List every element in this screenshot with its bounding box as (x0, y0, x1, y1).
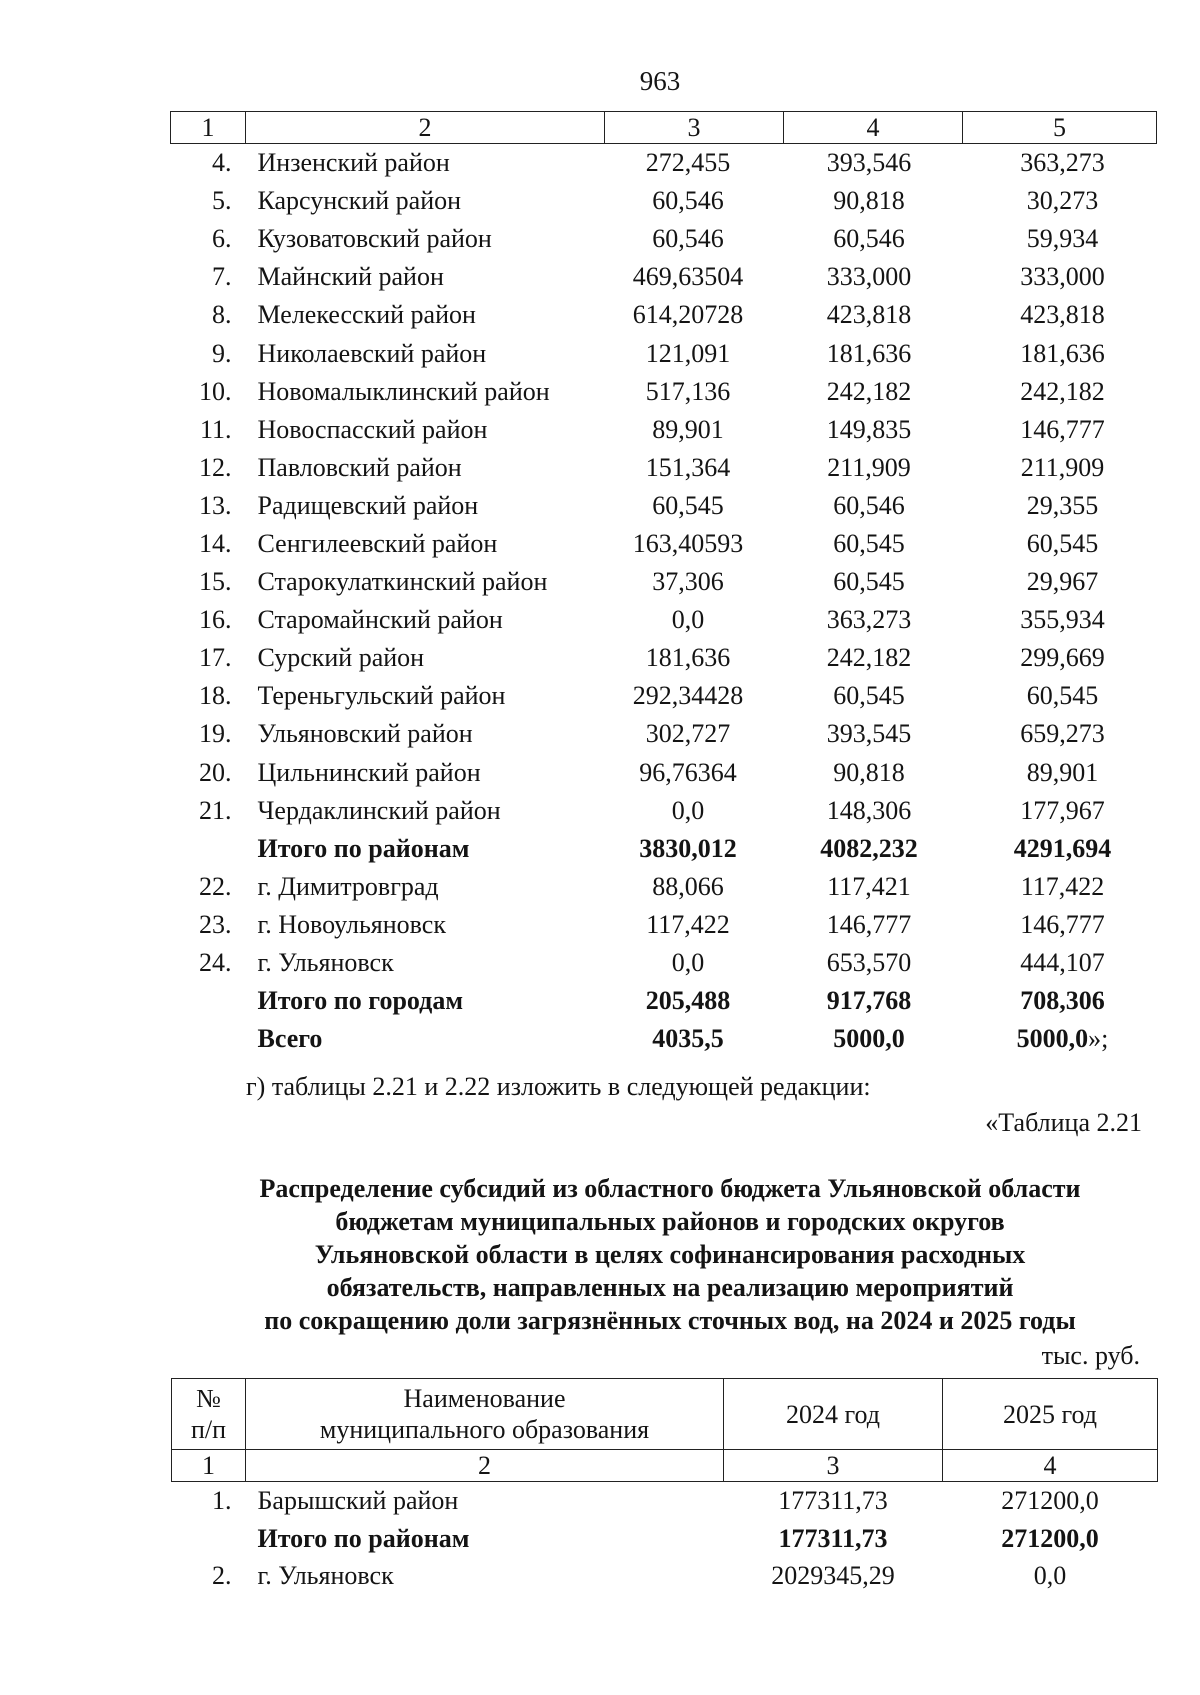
row-value-col4: 5000,0 (833, 1024, 905, 1054)
row-value-col5 (963, 563, 1157, 601)
row-number (171, 982, 246, 1020)
row-number: 14. (199, 528, 232, 558)
column-number: 2 (246, 1450, 724, 1482)
header-name-line1: Наименование (403, 1384, 566, 1413)
row-value-col4: 148,306 (826, 795, 912, 825)
row-name: Карсунский район (257, 186, 462, 216)
row-name: Кузоватовский район (257, 224, 492, 254)
row-value-col3: 181,636 (645, 643, 731, 673)
total-row (172, 1520, 1158, 1558)
row-value: 355,934 (1020, 605, 1105, 635)
closing-quote-suffix: »; (1088, 1024, 1109, 1054)
row-value-col3: 60,546 (652, 186, 724, 216)
row-value: 4291,694 (1013, 833, 1112, 863)
row-value-2025: 271200,0 (1001, 1523, 1099, 1553)
row-value-col4: 917,768 (826, 986, 912, 1016)
row-value-col5 (963, 487, 1157, 525)
row-value-col4: 653,570 (826, 948, 912, 978)
row-value: 181,636 (1020, 338, 1105, 368)
amendment-text: г) таблицы 2.21 и 2.22 изложить в следующей редакции: (246, 1072, 871, 1101)
row-value-col4: 146,777 (826, 909, 912, 939)
row-number (172, 1520, 246, 1558)
table-row (171, 220, 1157, 258)
row-value-col3: 0,0 (671, 795, 705, 825)
table-caption: «Таблица 2.21 (985, 1108, 1142, 1137)
table-row (171, 449, 1157, 487)
table-row (171, 792, 1157, 830)
row-value-col4: 60,546 (833, 490, 905, 520)
row-value-col3: 60,545 (652, 490, 724, 520)
row-value: 211,909 (1020, 452, 1105, 482)
column-number: 2 (246, 112, 605, 144)
row-value-col4: 423,818 (826, 300, 912, 330)
row-value: 89,901 (1026, 757, 1099, 787)
row-value-col5 (963, 182, 1157, 220)
row-name: Майнский район (257, 262, 444, 292)
row-value-2025: 0,0 (1033, 1561, 1067, 1591)
row-name: Новомалыклинский район (257, 376, 550, 406)
row-value-col3: 4035,5 (652, 1024, 724, 1054)
table-heading (140, 1172, 1200, 1337)
row-value-col5 (963, 258, 1157, 296)
row-name: Сурский район (257, 643, 425, 673)
row-value: 60,545 (1026, 528, 1099, 558)
column-number: 3 (605, 112, 784, 144)
row-name: Инзенский район (257, 148, 450, 178)
row-name: Радищевский район (257, 490, 479, 520)
row-number: 6. (212, 224, 232, 254)
table-header-row (172, 1379, 1158, 1450)
row-name: Итого по районам (257, 1523, 470, 1553)
row-name: г. Ульяновск (257, 1561, 394, 1591)
table-row (171, 601, 1157, 639)
row-name: Итого по районам (257, 833, 470, 863)
row-name: г. Димитровград (257, 871, 439, 901)
row-value: 59,934 (1026, 224, 1099, 254)
row-value-col4: 4082,232 (820, 833, 918, 863)
row-number: 19. (199, 719, 232, 749)
row-value: 30,273 (1026, 186, 1099, 216)
row-value-col3: 89,901 (652, 414, 724, 444)
row-value-col5 (963, 220, 1157, 258)
row-number: 11. (199, 414, 232, 444)
row-value: 708,306 (1020, 986, 1105, 1016)
header-year-2024: 2024 год (724, 1379, 943, 1450)
column-number: 1 (172, 1450, 246, 1482)
row-value-col3: 272,455 (645, 148, 731, 178)
row-value-col5 (963, 525, 1157, 563)
table-row (171, 182, 1157, 220)
row-value-col3: 37,306 (652, 567, 724, 597)
row-number: 5. (212, 186, 232, 216)
row-value-col5 (963, 296, 1157, 334)
table-row (171, 373, 1157, 411)
table-row (171, 487, 1157, 525)
row-value-2024: 177311,73 (778, 1486, 888, 1516)
table-row (171, 144, 1157, 183)
row-value: 177,967 (1020, 795, 1105, 825)
header-name-line2: муниципального образования (319, 1415, 650, 1444)
subsidy-table (171, 1378, 1158, 1595)
row-value: 444,107 (1020, 948, 1105, 978)
row-name: Чердаклинский район (257, 795, 501, 825)
column-number: 4 (943, 1450, 1158, 1482)
row-value-col4: 242,182 (826, 643, 912, 673)
row-value-2024: 177311,73 (778, 1523, 888, 1553)
row-value-col3: 0,0 (671, 605, 705, 635)
table-row (171, 754, 1157, 792)
row-value: 29,967 (1026, 567, 1099, 597)
row-name: Цильнинский район (257, 757, 481, 787)
row-value: 299,669 (1020, 643, 1105, 673)
table-row (171, 334, 1157, 372)
row-value-col3: 117,422 (646, 909, 730, 939)
header-year-2025: 2025 год (943, 1379, 1158, 1450)
total-row (171, 1020, 1157, 1058)
column-number: 5 (963, 112, 1157, 144)
row-name: Итого по городам (257, 986, 464, 1016)
heading-line: по сокращению доли загрязнённых сточных вод, на 2024 и 2025 годы (264, 1306, 1076, 1335)
column-number-row (172, 1450, 1158, 1482)
row-value-col5 (963, 334, 1157, 372)
table-row (171, 411, 1157, 449)
row-value-col3: 0,0 (671, 948, 705, 978)
row-number: 7. (212, 262, 232, 292)
row-value-col4: 117,421 (827, 871, 911, 901)
row-value-col5 (963, 411, 1157, 449)
row-value: 146,777 (1020, 414, 1105, 444)
row-value-col5 (963, 868, 1157, 906)
row-number: 16. (199, 605, 232, 635)
row-number: 10. (199, 376, 232, 406)
row-value: 29,355 (1026, 490, 1099, 520)
row-value-col5 (963, 677, 1157, 715)
district-allocation-table (170, 111, 1157, 1058)
row-number: 13. (199, 490, 232, 520)
heading-line: бюджетам муниципальных районов и городских округов (335, 1207, 1005, 1236)
row-value-col4: 90,818 (833, 186, 905, 216)
row-value-col3: 96,76364 (639, 757, 737, 787)
row-number: 4. (212, 148, 232, 178)
row-value-col4: 90,818 (833, 757, 905, 787)
row-number: 20. (199, 757, 232, 787)
page-number: 963 (639, 66, 681, 96)
row-number: 12. (199, 452, 232, 482)
row-value-col3: 614,20728 (632, 300, 744, 330)
row-number: 1. (212, 1486, 232, 1516)
row-number: 23. (199, 909, 232, 939)
row-value-col4: 393,545 (826, 719, 912, 749)
table-row (171, 715, 1157, 753)
column-number-row (171, 112, 1157, 144)
row-number: 21. (199, 795, 232, 825)
row-value-col3: 3830,012 (639, 833, 737, 863)
row-name: Сенгилеевский район (257, 528, 498, 558)
row-value-col4: 149,835 (826, 414, 912, 444)
row-value-col4: 211,909 (827, 452, 911, 482)
row-value-col5 (963, 715, 1157, 753)
table-row (171, 296, 1157, 334)
row-number: 24. (199, 948, 232, 978)
row-value-col5 (963, 373, 1157, 411)
row-value-col4: 60,545 (833, 567, 905, 597)
heading-line: обязательств, направленных на реализацию мероприятий (326, 1273, 1014, 1302)
table-row (171, 868, 1157, 906)
row-number: 22. (199, 871, 232, 901)
table-row (171, 944, 1157, 982)
row-name: Ульяновский район (257, 719, 473, 749)
table-row (171, 525, 1157, 563)
row-number: 17. (199, 643, 232, 673)
row-number: 9. (212, 338, 232, 368)
row-value-col4: 60,546 (833, 224, 905, 254)
heading-line: Ульяновской области в целях софинансирования расходных (314, 1240, 1026, 1269)
row-value-col3: 60,546 (652, 224, 724, 254)
column-number: 4 (784, 112, 963, 144)
row-value: 117,422 (1020, 871, 1105, 901)
table-row (172, 1557, 1158, 1595)
row-value-col4: 60,545 (833, 681, 905, 711)
row-value-col4: 333,000 (826, 262, 912, 292)
row-value-col5 (963, 792, 1157, 830)
row-value-col5 (963, 944, 1157, 982)
row-number: 15. (199, 567, 232, 597)
row-name: Старокулаткинский район (257, 567, 548, 597)
table-row (172, 1482, 1158, 1520)
row-value-col5 (963, 639, 1157, 677)
row-number (171, 1020, 246, 1058)
row-number: 2. (212, 1561, 232, 1591)
row-value-col4: 181,636 (826, 338, 912, 368)
row-value-col3: 163,40593 (632, 528, 744, 558)
row-value-col4: 60,545 (833, 528, 905, 558)
row-number: 8. (212, 300, 232, 330)
header-name-cell (246, 1379, 724, 1450)
row-name: г. Ульяновск (257, 948, 394, 978)
table-row (171, 563, 1157, 601)
row-value-2025: 271200,0 (1001, 1486, 1099, 1516)
row-value-2024: 2029345,29 (771, 1561, 895, 1591)
row-value-col3: 88,066 (652, 871, 724, 901)
row-value-col4: 363,273 (826, 605, 912, 635)
heading-line: Распределение субсидий из областного бюджета Ульяновской области (259, 1174, 1081, 1203)
header-number-line1: № (196, 1384, 221, 1413)
table-row (171, 639, 1157, 677)
row-value-col5 (963, 449, 1157, 487)
row-name: Тереньгульский район (257, 681, 506, 711)
row-value-col3: 469,63504 (632, 262, 744, 292)
row-name: Старомайнский район (257, 605, 503, 635)
row-name: г. Новоульяновск (257, 909, 446, 939)
row-value-col5 (963, 982, 1157, 1020)
row-value: 5000,0 (1016, 1024, 1089, 1054)
table-row (171, 906, 1157, 944)
row-number (171, 830, 246, 868)
table-row (171, 677, 1157, 715)
row-value: 242,182 (1020, 376, 1105, 406)
row-name: Всего (257, 1024, 323, 1054)
header-number-line2: п/п (190, 1415, 227, 1444)
total-row (171, 830, 1157, 868)
row-value-col3: 302,727 (645, 719, 731, 749)
row-value-col5 (963, 754, 1157, 792)
row-name: Новоспасский район (257, 414, 488, 444)
row-value-col5 (963, 601, 1157, 639)
row-value-col3: 205,488 (645, 986, 731, 1016)
row-value-col3: 292,34428 (632, 681, 744, 711)
row-value-col5 (963, 144, 1157, 183)
row-value-col3: 517,136 (645, 376, 731, 406)
row-name: Барышский район (257, 1486, 459, 1516)
row-number: 18. (199, 681, 232, 711)
row-value: 423,818 (1020, 300, 1105, 330)
column-number: 3 (724, 1450, 943, 1482)
column-number: 1 (171, 112, 246, 144)
row-value-col4: 393,546 (826, 148, 912, 178)
row-value: 333,000 (1020, 262, 1105, 292)
row-value: 146,777 (1020, 909, 1105, 939)
table-row (171, 258, 1157, 296)
row-name: Мелекесский район (257, 300, 476, 330)
total-row (171, 982, 1157, 1020)
row-value-col4: 242,182 (826, 376, 912, 406)
row-value-col3: 121,091 (645, 338, 731, 368)
row-value: 659,273 (1020, 719, 1105, 749)
row-value-col5 (963, 830, 1157, 868)
row-value-col3: 151,364 (645, 452, 731, 482)
row-name: Николаевский район (257, 338, 487, 368)
row-value-col5 (963, 1020, 1157, 1058)
unit-label: тыс. руб. (1041, 1341, 1140, 1370)
row-value: 60,545 (1026, 681, 1099, 711)
row-value: 363,273 (1020, 148, 1105, 178)
header-number-cell (172, 1379, 246, 1450)
row-name: Павловский район (257, 452, 462, 482)
row-value-col5 (963, 906, 1157, 944)
